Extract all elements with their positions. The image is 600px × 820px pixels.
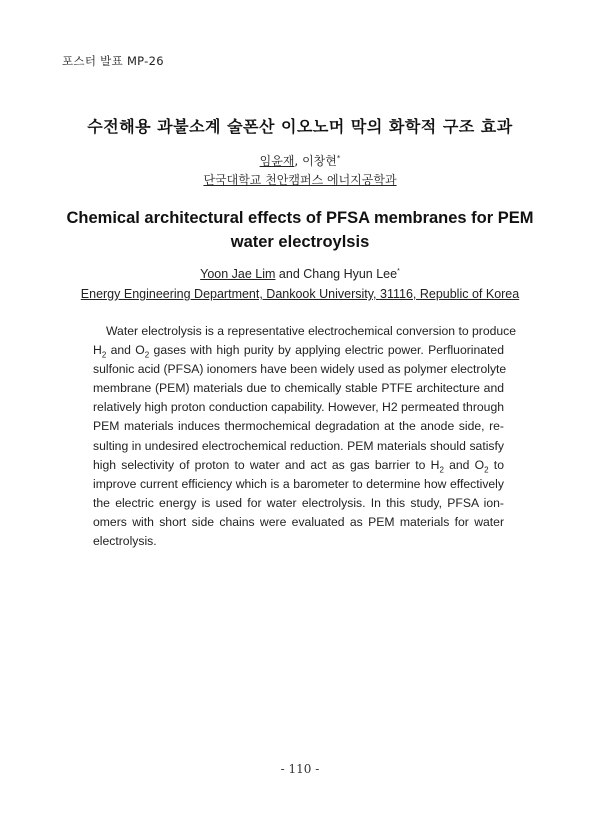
abstract-line: sulfonic acid (PFSA) ionomers have been widely used as polymer electrolyte <box>93 362 507 377</box>
english-authors <box>0 267 600 281</box>
abstract-line: relatively high proton conduction capability. However, H2 permeated through <box>93 400 504 415</box>
abstract-line: membrane (PEM) materials due to chemically stable PTFE architecture and <box>93 381 504 396</box>
english-title-line-2: water electroylsis <box>230 233 370 251</box>
korean-author-separator: , <box>294 154 303 168</box>
session-label: 포스터 발표 MP-26 <box>62 54 164 68</box>
abstract-line: the electric energy is used for water electrolysis. In this study, PFSA ion- <box>93 495 504 510</box>
korean-authors <box>0 152 600 169</box>
english-title <box>0 206 600 254</box>
abstract-line: PEM materials induces thermochemical degradation at the anode side, re- <box>93 419 504 434</box>
abstract <box>93 322 517 551</box>
abstract-line: sulting in undesired electrochemical reduction. PEM materials should satisfy <box>93 438 504 453</box>
abstract-text: to <box>488 457 504 472</box>
abstract-line <box>93 341 504 360</box>
abstract-text: and O <box>443 457 485 472</box>
korean-presenting-author: 임윤재 <box>259 154 295 168</box>
abstract-line: omers with short side chains were evaluated as PEM materials for water <box>93 514 504 529</box>
abstract-line <box>93 456 504 475</box>
abstract-subscript: 2 <box>484 465 489 475</box>
abstract-subscript: 2 <box>101 350 107 360</box>
abstract-text: high selectivity of proton to water and act as gas barrier to H <box>93 457 440 472</box>
abstract-subscript: 2 <box>144 350 150 360</box>
korean-corresponding-author: 이창현 <box>302 154 337 168</box>
english-corresponding-mark: * <box>397 267 400 275</box>
page-number: - 110 - <box>280 762 320 776</box>
english-corresponding-author: Chang Hyun Lee <box>303 267 398 281</box>
korean-affiliation: 단국대학교 천안캠퍼스 에너지공학과 <box>203 173 397 187</box>
korean-corresponding-mark: * <box>336 154 341 162</box>
english-presenting-author: Yoon Jae Lim <box>200 267 276 281</box>
abstract-line: improve current efficiency which is a barometer to determine how effectively <box>93 476 504 491</box>
english-affiliation: Energy Engineering Department, Dankook University, 31116, Republic of Korea <box>80 287 520 301</box>
abstract-line: electrolysis. <box>93 534 157 549</box>
abstract-text: and O <box>106 343 145 358</box>
abstract-line: Water electrolysis is a representative electrochemical conversion to produce <box>106 324 517 338</box>
english-title-line-1: Chemical architectural effects of PFSA membranes for PEM <box>66 209 534 227</box>
abstract-text: H <box>93 343 102 358</box>
abstract-text: gases with high purity by applying electric power. Perfluorinated <box>149 343 504 358</box>
abstract-subscript: 2 <box>439 465 444 475</box>
korean-title: 수전해용 과불소계 술폰산 이오노머 막의 화학적 구조 효과 <box>87 117 513 136</box>
english-author-joiner: and <box>275 267 304 281</box>
